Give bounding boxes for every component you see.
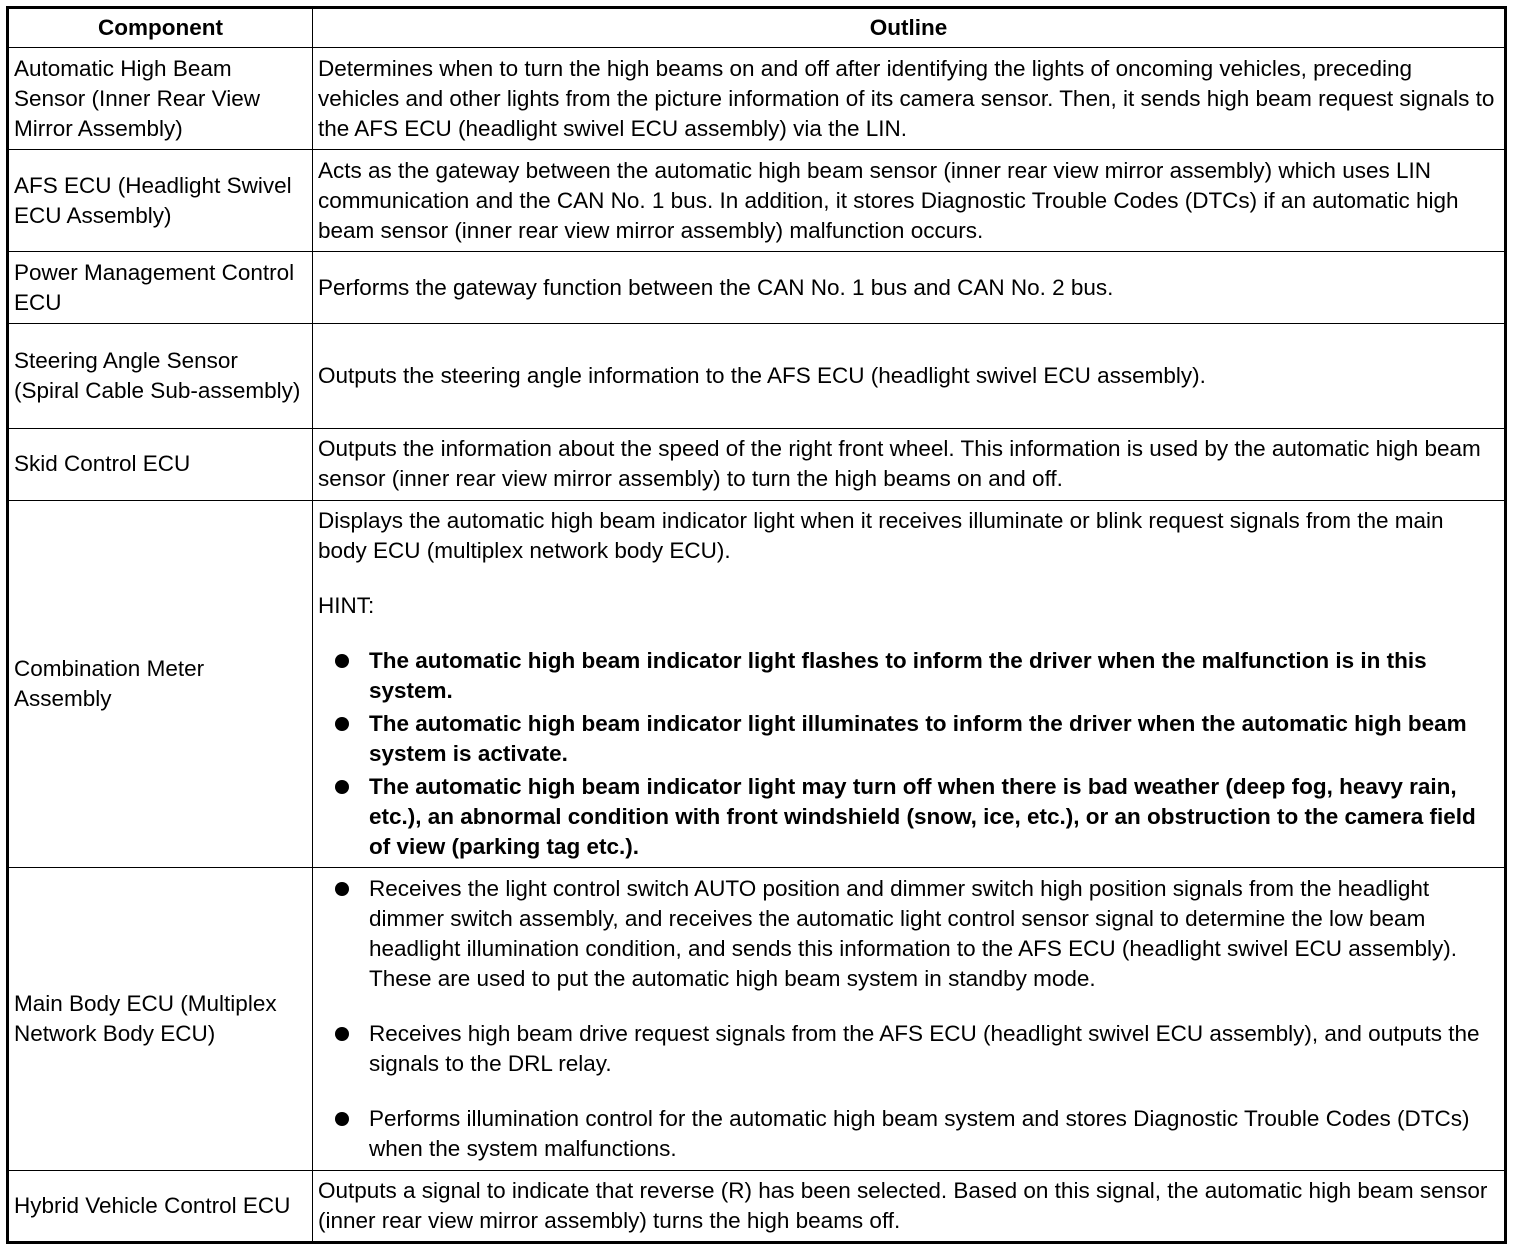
bullet-text: The automatic high beam indicator light illuminates to inform the driver when the automatic high beam system is activate. — [369, 711, 1467, 766]
component-cell: Combination Meter Assembly — [8, 500, 313, 868]
table-row — [8, 48, 1506, 150]
list-item — [318, 772, 1498, 862]
bullet-text: The automatic high beam indicator light may turn off when there is bad weather (deep fog, heavy rain, etc.), an abnormal condition with front windshield (snow, ice, etc.), or an obstruction to the camera field of view (parking tag etc.). — [369, 774, 1476, 859]
table-header — [8, 8, 1506, 48]
table-row — [8, 150, 1506, 252]
component-cell: Power Management Control ECU — [8, 252, 313, 324]
bullet-icon — [335, 1027, 349, 1041]
header-row — [8, 8, 1506, 48]
bullet-text: Receives the light control switch AUTO position and dimmer switch high position signals from the headlight dimmer switch assembly, and receives the automatic light control sensor signal to determine the low beam headlight illumination condition, and sends this information to the AFS ECU (headlight swivel ECU assembly). These are used to put the automatic high beam system in standby mode. — [369, 876, 1458, 992]
bullet-icon — [335, 654, 349, 668]
bullet-text: Receives high beam drive request signals from the AFS ECU (headlight swivel ECU assembly), and outputs the signals to the DRL relay. — [369, 1021, 1480, 1077]
header-outline: Outline — [313, 8, 1506, 48]
outline-cell: Determines when to turn the high beams on and off after identifying the lights of oncoming vehicles, preceding vehicles and other lights from the picture information of its camera sensor. Then, it sends high beam request signals to the AFS ECU (headlight swivel ECU assembly) via the LIN. — [313, 48, 1506, 150]
bullet-text: The automatic high beam indicator light flashes to inform the driver when the malfunction is in this system. — [369, 648, 1427, 703]
list-item — [318, 709, 1498, 769]
outline-text: Displays the automatic high beam indicator light when it receives illuminate or blink request signals from the main body ECU (multiplex network body ECU). — [318, 508, 1444, 563]
table-row — [8, 1170, 1506, 1242]
outline-cell: Acts as the gateway between the automatic high beam sensor (inner rear view mirror assembly) which uses LIN communication and the CAN No. 1 bus. In addition, it stores Diagnostic Trouble Codes (DTCs) if an automatic high beam sensor (inner rear view mirror assembly) malfunction occurs. — [313, 150, 1506, 252]
component-cell: AFS ECU (Headlight Swivel ECU Assembly) — [8, 150, 313, 252]
bullet-list — [318, 874, 1498, 1164]
bullet-icon — [335, 882, 349, 896]
table-row — [8, 428, 1506, 500]
table-row — [8, 868, 1506, 1171]
component-cell: Skid Control ECU — [8, 428, 313, 500]
outline-cell — [313, 500, 1506, 868]
outline-cell: Performs the gateway function between the CAN No. 1 bus and CAN No. 2 bus. — [313, 252, 1506, 324]
header-component: Component — [8, 8, 313, 48]
outline-cell: Outputs a signal to indicate that reverse (R) has been selected. Based on this signal, the automatic high beam sensor (inner rear view mirror assembly) turns the high beams off. — [313, 1170, 1506, 1242]
table-row — [8, 252, 1506, 324]
hint-label: HINT: — [318, 593, 375, 618]
bullet-icon — [335, 717, 349, 731]
component-outline-table — [6, 6, 1507, 1244]
list-item — [318, 1104, 1498, 1164]
bullet-icon — [335, 1112, 349, 1126]
outline-cell: Outputs the information about the speed of the right front wheel. This information is used by the automatic high beam sensor (inner rear view mirror assembly) to turn the high beams on and off. — [313, 428, 1506, 500]
table-row — [8, 500, 1506, 868]
bullet-text: Performs illumination control for the automatic high beam system and stores Diagnostic Trouble Codes (DTCs) when the system malfunctions. — [369, 1106, 1470, 1162]
hint-bullet-list — [318, 646, 1498, 862]
list-item — [318, 646, 1498, 706]
bullet-icon — [335, 780, 349, 794]
list-item — [318, 874, 1498, 994]
table-row — [8, 324, 1506, 428]
list-item — [318, 1019, 1498, 1079]
component-cell: Automatic High Beam Sensor (Inner Rear View Mirror Assembly) — [8, 48, 313, 150]
component-cell: Steering Angle Sensor (Spiral Cable Sub-assembly) — [8, 324, 313, 428]
component-cell: Main Body ECU (Multiplex Network Body ECU) — [8, 868, 313, 1171]
outline-cell: Outputs the steering angle information to the AFS ECU (headlight swivel ECU assembly). — [313, 324, 1506, 428]
outline-cell — [313, 868, 1506, 1171]
component-cell: Hybrid Vehicle Control ECU — [8, 1170, 313, 1242]
